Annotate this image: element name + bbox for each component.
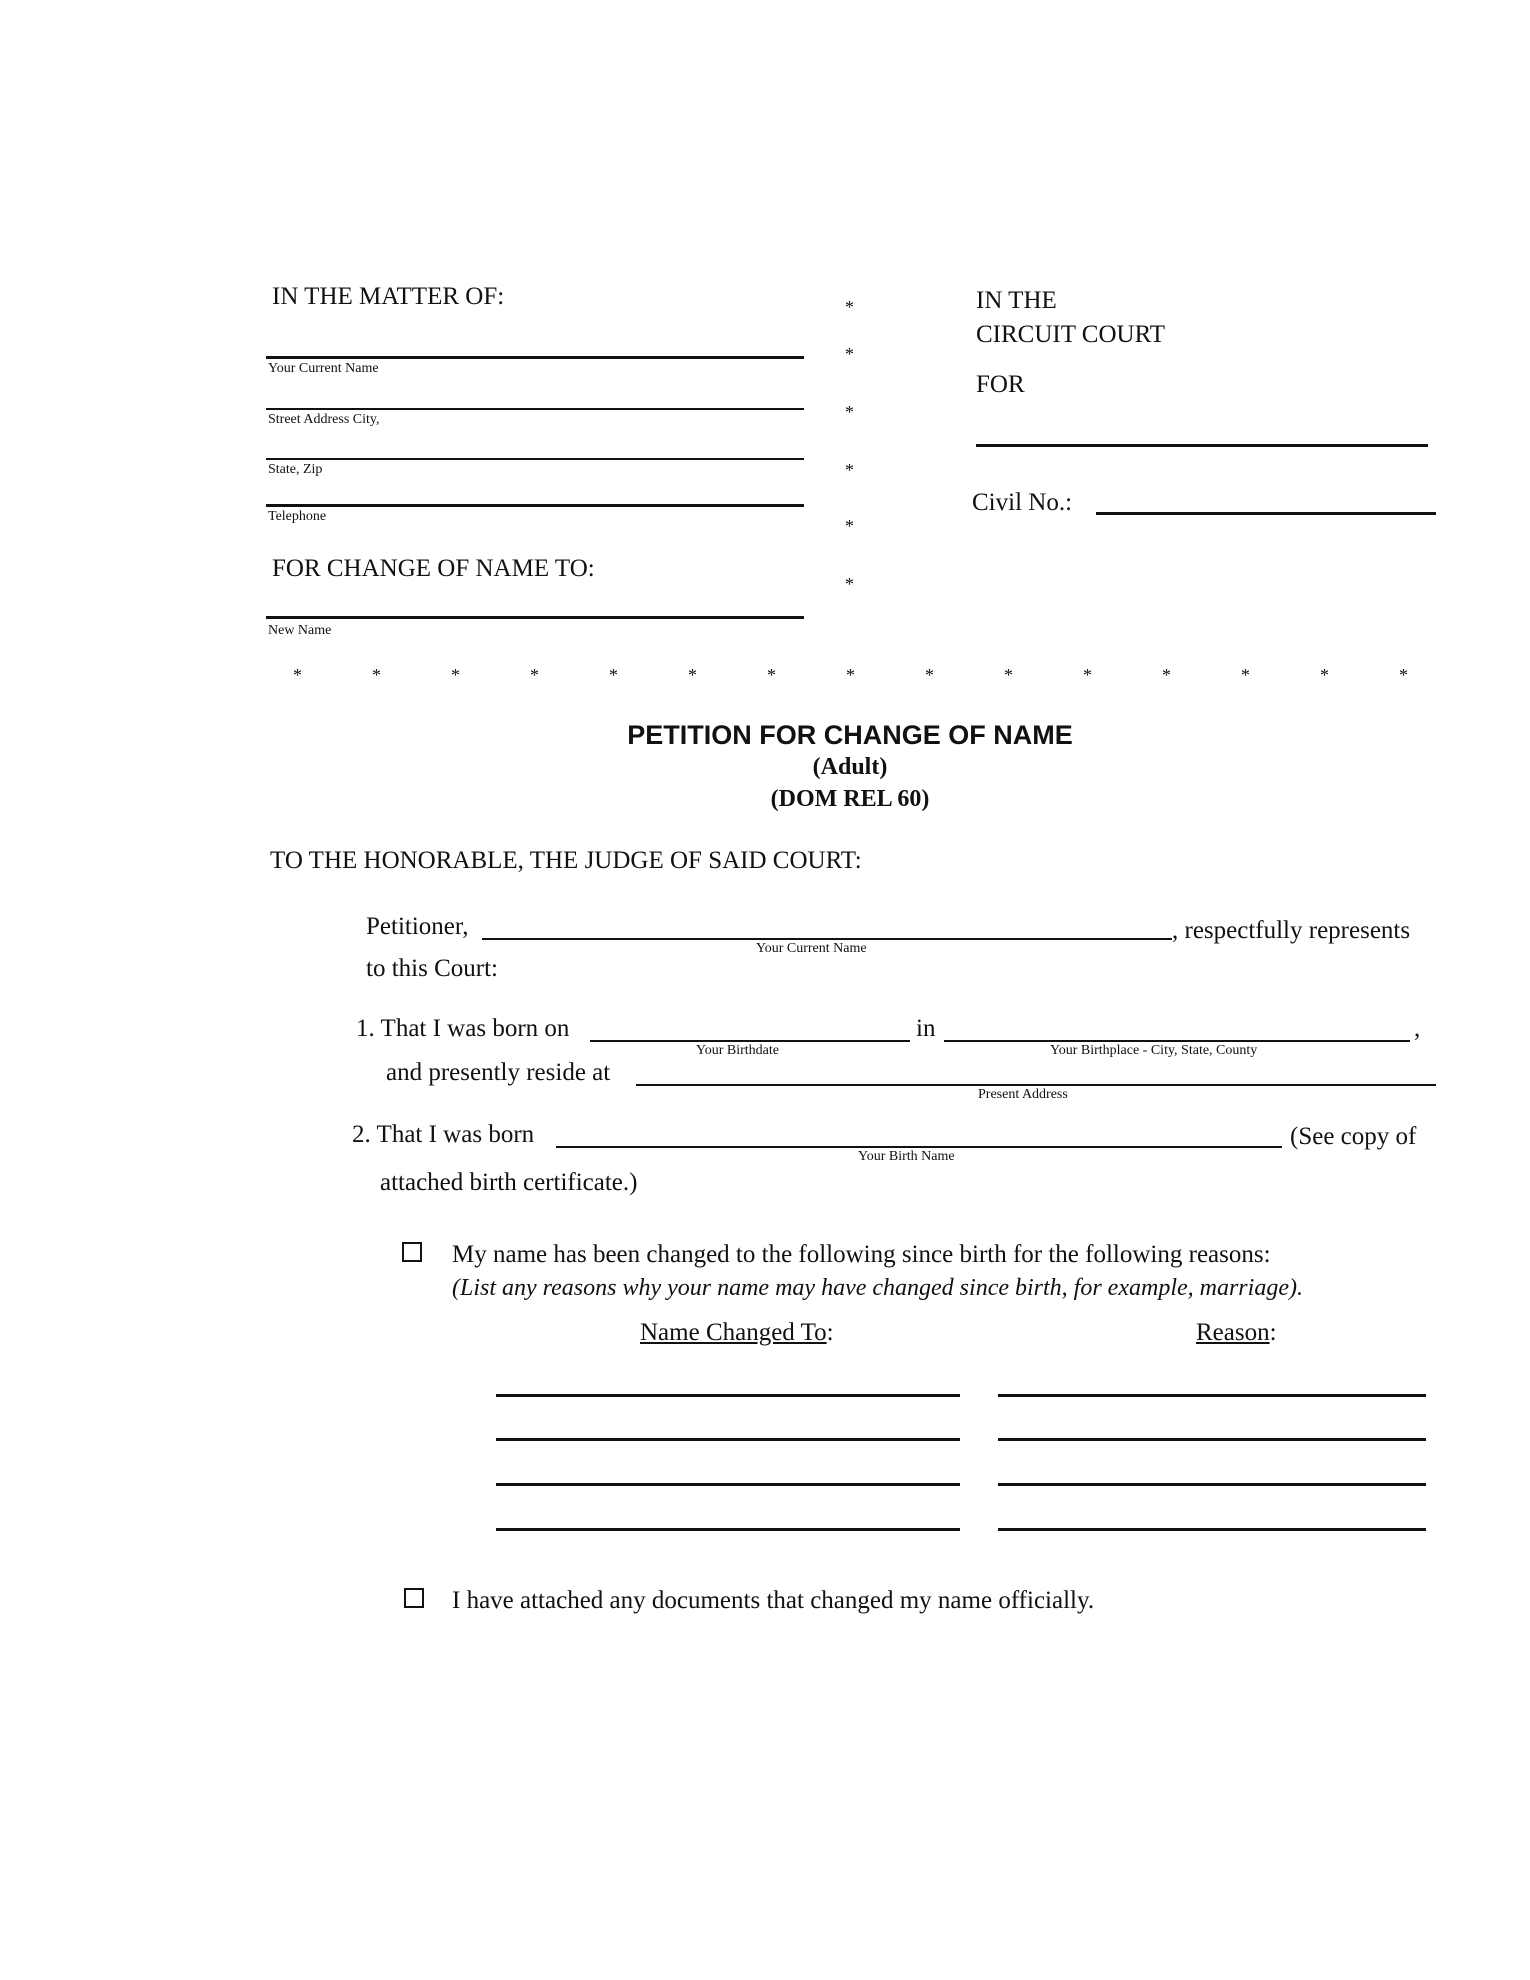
divider-star: *: [767, 665, 776, 685]
name-changed-to-header: Name Changed To:: [640, 1319, 834, 1346]
telephone-label: Telephone: [268, 509, 327, 524]
name-changed-to-field[interactable]: [496, 1528, 960, 1531]
salutation: TO THE HONORABLE, THE JUDGE OF SAID COURT:: [270, 847, 862, 874]
attached-birth-certificate-text: attached birth certificate.): [380, 1169, 638, 1196]
birth-name-field[interactable]: [556, 1146, 1282, 1148]
comma-text: ,: [1414, 1015, 1421, 1042]
divider-star: *: [1083, 665, 1092, 685]
caption-separator-star: *: [845, 460, 854, 480]
new-name-label: New Name: [268, 623, 332, 638]
name-changed-to-field[interactable]: [496, 1483, 960, 1486]
birth-name-label: Your Birth Name: [858, 1149, 955, 1164]
name-changed-checkbox[interactable]: [402, 1242, 422, 1262]
birthdate-field[interactable]: [590, 1040, 910, 1042]
divider-star: *: [1004, 665, 1013, 685]
reason-header: Reason:: [1196, 1319, 1277, 1346]
birthplace-field[interactable]: [944, 1040, 1410, 1042]
petitioner-name-field[interactable]: [482, 938, 1172, 940]
reside-at-text: and presently reside at: [386, 1059, 611, 1086]
court-county-field[interactable]: [976, 444, 1428, 447]
civil-no-field[interactable]: [1096, 512, 1436, 515]
divider-star: *: [609, 665, 618, 685]
court-in-the: IN THE: [976, 287, 1057, 314]
divider-star: *: [688, 665, 697, 685]
document-subtitle-adult: (Adult): [812, 754, 888, 780]
caption-separator-star: *: [845, 344, 854, 364]
divider-star: *: [1399, 665, 1408, 685]
new-name-field[interactable]: [266, 616, 804, 619]
reason-field[interactable]: [998, 1394, 1426, 1397]
petitioner-name-label: Your Current Name: [756, 941, 867, 956]
see-copy-text: (See copy of: [1290, 1123, 1417, 1150]
state-zip-label: State, Zip: [268, 462, 323, 477]
street-address-field[interactable]: [266, 408, 804, 410]
caption-separator-star: *: [845, 402, 854, 422]
divider-star: *: [293, 665, 302, 685]
caption-separator-star: *: [845, 297, 854, 317]
divider-star: *: [1162, 665, 1171, 685]
current-name-label: Your Current Name: [268, 361, 379, 376]
respectfully-represents-text: , respectfully represents: [1172, 917, 1411, 944]
street-address-label: Street Address City,: [268, 412, 380, 427]
birthplace-label: Your Birthplace - City, State, County: [1050, 1043, 1258, 1058]
divider-star: *: [925, 665, 934, 685]
present-address-field[interactable]: [636, 1084, 1436, 1086]
birthdate-label: Your Birthdate: [696, 1043, 779, 1058]
divider-star: *: [372, 665, 381, 685]
petitioner-label: Petitioner,: [366, 913, 469, 940]
document-title: PETITION FOR CHANGE OF NAME: [627, 720, 1073, 750]
telephone-field[interactable]: [266, 504, 804, 507]
in-the-matter-of-heading: IN THE MATTER OF:: [272, 283, 505, 310]
name-changed-text: My name has been changed to the following since birth for the following reasons:: [452, 1241, 1271, 1268]
name-changed-to-field[interactable]: [496, 1394, 960, 1397]
current-name-field[interactable]: [266, 356, 804, 359]
reason-field[interactable]: [998, 1528, 1426, 1531]
item1-born-on-text: 1. That I was born on: [356, 1015, 570, 1042]
name-changed-hint: (List any reasons why your name may have changed since birth, for example, marriage).: [452, 1275, 1303, 1301]
name-changed-to-field[interactable]: [496, 1438, 960, 1441]
court-circuit-court: CIRCUIT COURT: [976, 321, 1166, 348]
divider-star: *: [451, 665, 460, 685]
reason-field[interactable]: [998, 1438, 1426, 1441]
court-for: FOR: [976, 371, 1025, 398]
state-zip-field[interactable]: [266, 458, 804, 460]
civil-no-label: Civil No.:: [972, 489, 1073, 516]
present-address-label: Present Address: [978, 1087, 1068, 1102]
divider-star: *: [846, 665, 855, 685]
documents-attached-checkbox[interactable]: [404, 1588, 424, 1608]
document-subtitle-form-code: (DOM REL 60): [770, 786, 930, 812]
to-this-court-text: to this Court:: [366, 955, 498, 982]
in-text: in: [916, 1015, 936, 1042]
divider-star: *: [530, 665, 539, 685]
for-change-of-name-heading: FOR CHANGE OF NAME TO:: [272, 555, 595, 582]
reason-field[interactable]: [998, 1483, 1426, 1486]
caption-separator-star: *: [845, 516, 854, 536]
item2-born-text: 2. That I was born: [352, 1121, 535, 1148]
divider-star: *: [1241, 665, 1250, 685]
caption-separator-star: *: [845, 574, 854, 594]
documents-attached-text: I have attached any documents that changed my name officially.: [452, 1587, 1095, 1614]
divider-star: *: [1320, 665, 1329, 685]
